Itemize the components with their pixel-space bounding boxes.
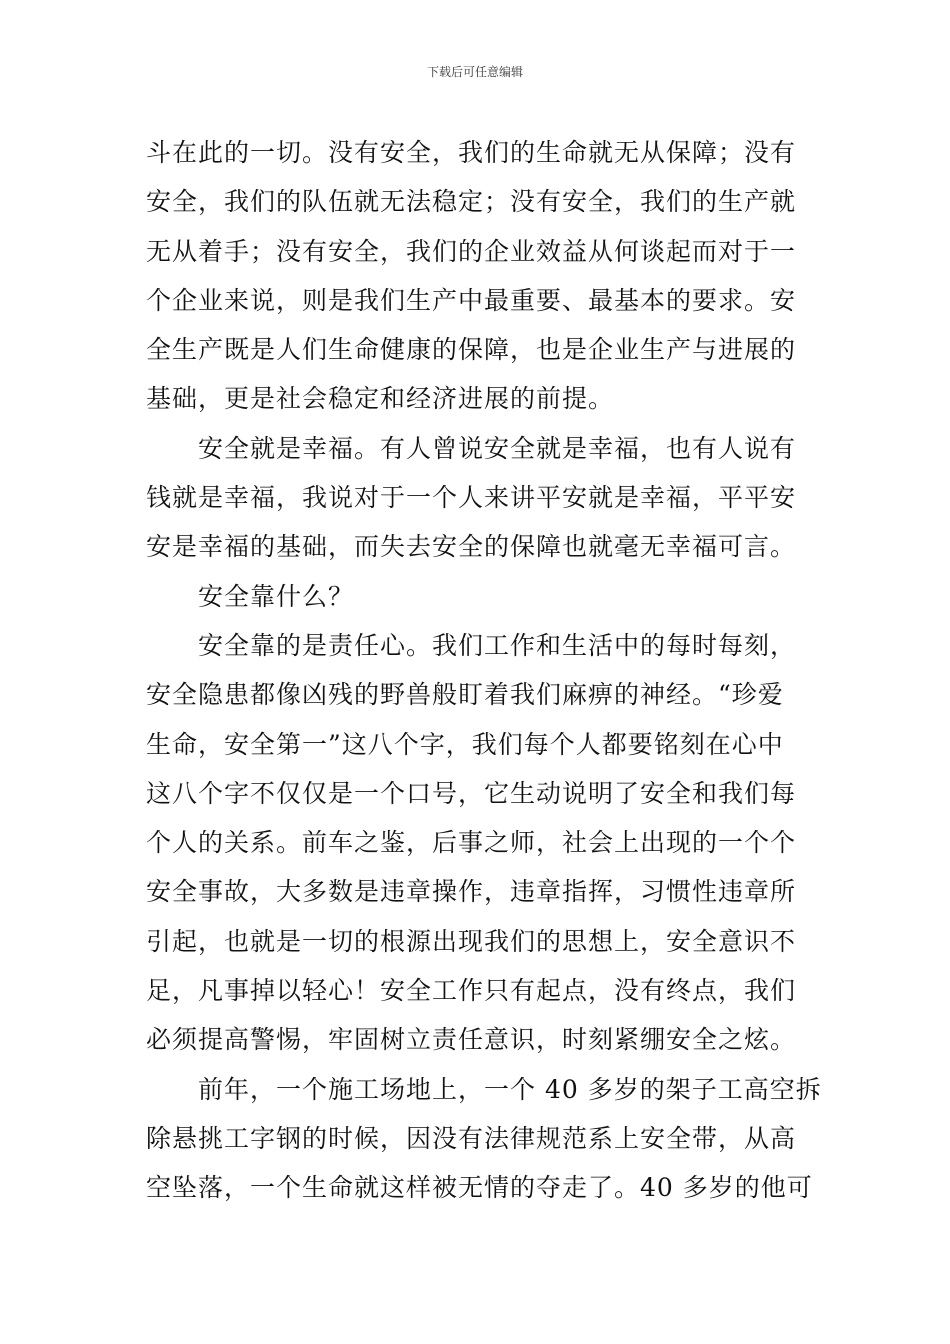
text-line: 这八个字不仅仅是一个口号，它生动说明了安全和我们每 bbox=[146, 778, 797, 808]
text-line: 全生产既是人们生命健康的保障，也是企业生产与进展的 bbox=[146, 335, 797, 365]
text-line: 安全隐患都像凶残的野兽般盯着我们麻痹的神经。“珍爱 bbox=[146, 680, 784, 710]
text-line: 生命，安全第一”这八个字，我们每个人都要铭刻在心中 bbox=[146, 729, 784, 759]
text-line: 安全，我们的队伍就无法稳定；没有安全，我们的生产就 bbox=[146, 187, 797, 217]
text-line: 安全事故，大多数是违章操作，违章指挥，习惯性违章所 bbox=[146, 877, 797, 907]
text-line: 安是幸福的基础，而失去安全的保障也就毫无幸福可言。 bbox=[146, 532, 797, 562]
page-header: 下载后可任意编辑 bbox=[426, 65, 523, 79]
text-line: 斗在此的一切。没有安全，我们的生命就无从保障；没有 bbox=[146, 138, 797, 167]
text-line: 基础，更是社会稳定和经济进展的前提。 bbox=[146, 384, 615, 414]
text-line: 个人的关系。前车之鉴，后事之师，社会上出现的一个个 bbox=[146, 828, 797, 858]
paragraph-first-line: 安全就是幸福。有人曾说安全就是幸福，也有人说有 bbox=[198, 433, 797, 463]
text-line: 除悬挑工字钢的时候，因没有法律规范系上安全带，从高 bbox=[146, 1123, 797, 1153]
text-line: 无从着手；没有安全，我们的企业效益从何谈起而对于一 bbox=[146, 236, 797, 266]
paragraph-first-line: 安全靠的是责任心。我们工作和生活中的每时每刻， bbox=[198, 630, 797, 660]
document-body bbox=[146, 128, 822, 1213]
text-line: 引起，也就是一切的根源出现我们的思想上，安全意识不 bbox=[146, 926, 797, 956]
text-line: 个企业来说，则是我们生产中最重要、最基本的要求。安 bbox=[146, 285, 797, 315]
section-question: 安全靠什么？ bbox=[198, 581, 355, 611]
text-line: 钱就是幸福，我说对于一个人来讲平安就是幸福，平平安 bbox=[146, 483, 797, 513]
text-line: 必须提高警惕，牢固树立责任意识，时刻紧绷安全之炫。 bbox=[146, 1025, 797, 1055]
text-line: 空坠落，一个生命就这样被无情的夺走了。40 多岁的他可 bbox=[146, 1173, 813, 1203]
text-line: 足，凡事掉以轻心！安全工作只有起点，没有终点，我们 bbox=[146, 976, 797, 1006]
paragraph-first-line: 前年，一个施工场地上，一个 40 多岁的架子工高空拆 bbox=[198, 1074, 822, 1104]
